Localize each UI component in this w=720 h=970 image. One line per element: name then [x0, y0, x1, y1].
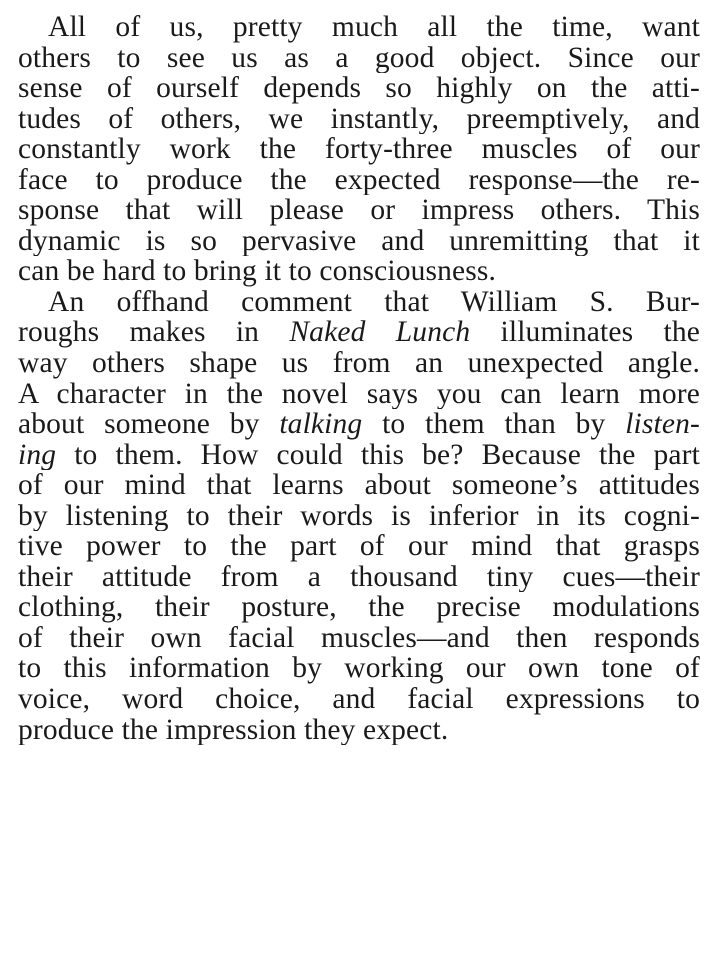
- text-line: [18, 12, 700, 43]
- text-line: [18, 226, 700, 257]
- text-run: dynamic is so pervasive and unremitting that it: [18, 225, 700, 257]
- text-run: way others shape us from an unexpected angle.: [18, 348, 700, 379]
- italic-text: listen-: [625, 409, 700, 440]
- paragraph: [18, 287, 700, 745]
- text-run: voice, word choice, and facial expressions to: [18, 684, 700, 715]
- text-line: [18, 348, 700, 379]
- text-run: to them. How could this be? Because the part: [56, 439, 700, 471]
- text-line: [18, 562, 700, 593]
- text-run: others to see us as a good object. Since our: [18, 42, 700, 74]
- body-text: [18, 12, 700, 745]
- text-line: [18, 501, 700, 532]
- text-line: [18, 623, 700, 654]
- text-line: [18, 134, 700, 165]
- text-line: [18, 592, 700, 623]
- text-run: their attitude from a thousand tiny cues—their: [18, 561, 700, 593]
- text-line: [18, 470, 700, 501]
- italic-text: ing: [18, 439, 57, 471]
- italic-text: Naked Lunch: [289, 317, 471, 349]
- italic-text: talking: [279, 409, 363, 440]
- text-run: tive power to the part of our mind that grasps: [18, 531, 700, 562]
- text-line: [18, 653, 700, 684]
- text-run: of our mind that learns about someone’s attitudes: [18, 470, 700, 501]
- text-line: [18, 409, 700, 440]
- text-line: [18, 195, 700, 226]
- text-run: about someone by: [18, 409, 280, 440]
- text-run: An offhand comment that William S. Bur-: [48, 286, 700, 318]
- text-run: sense of ourself depends so highly on the atti-: [18, 73, 700, 104]
- text-run: to them than by: [362, 409, 626, 440]
- text-line: [18, 43, 700, 74]
- text-run: A character in the novel says you can learn more: [18, 378, 700, 410]
- paragraph: [18, 12, 700, 287]
- text-line: [18, 287, 700, 318]
- text-run: produce the impression they expect.: [18, 714, 449, 746]
- text-run: clothing, their posture, the precise modulations: [18, 592, 700, 623]
- text-run: to this information by working our own tone of: [18, 653, 700, 685]
- text-line: [18, 104, 700, 135]
- text-run: of their own facial muscles—and then responds: [18, 622, 700, 654]
- text-line: [18, 73, 700, 104]
- text-run: roughs makes in: [18, 317, 290, 349]
- text-line: [18, 165, 700, 196]
- text-run: face to produce the expected response—the re-: [18, 164, 700, 196]
- text-run: sponse that will please or impress others. This: [18, 195, 700, 226]
- text-line: [18, 531, 700, 562]
- text-line: [18, 684, 700, 715]
- text-run: by listening to their words is inferior in its cogni-: [18, 500, 700, 532]
- text-run: illuminates the: [470, 317, 700, 349]
- text-run: constantly work the forty-three muscles of our: [18, 134, 700, 165]
- text-run: All of us, pretty much all the time, want: [48, 12, 700, 43]
- text-line: [18, 256, 700, 287]
- text-run: tudes of others, we instantly, preemptively, and: [18, 103, 700, 135]
- text-run: can be hard to bring it to consciousness.: [18, 256, 497, 287]
- text-line: [18, 379, 700, 410]
- text-line: [18, 317, 700, 348]
- text-line: [18, 440, 700, 471]
- text-line: [18, 715, 700, 746]
